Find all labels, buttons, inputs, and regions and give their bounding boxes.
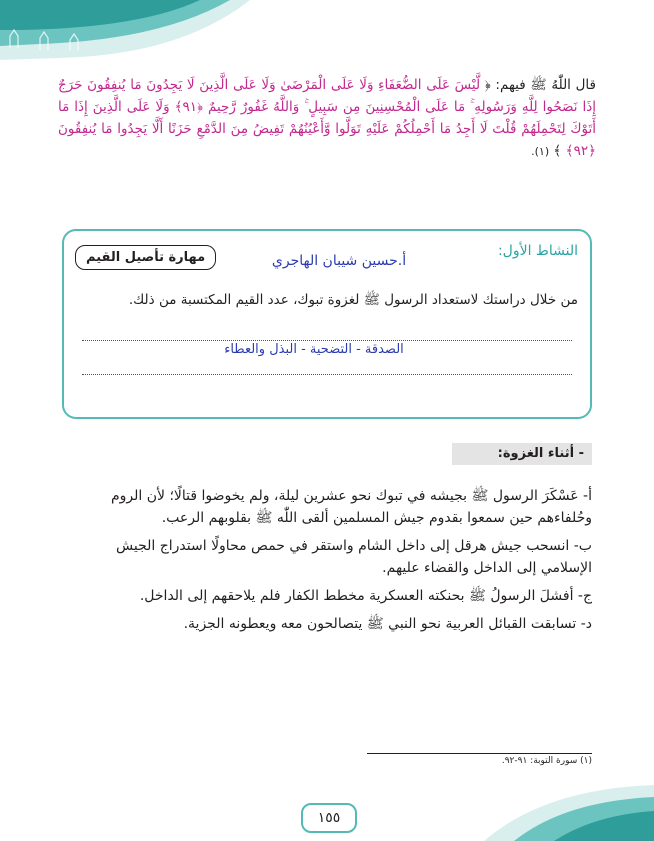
skill-badge: مهارة تأصيل القيم — [75, 245, 216, 270]
events-list — [62, 485, 592, 641]
footnote-reference: (١). — [531, 145, 550, 158]
quran-verse-block — [58, 74, 596, 163]
verse-closing: ﴾ — [553, 143, 562, 159]
activity-box — [62, 229, 592, 419]
activity-label: النشاط الأول: — [497, 243, 578, 259]
corner-decoration-bottom — [484, 781, 654, 841]
activity-answer: الصدقة - التضحية - البذل والعطاء — [224, 342, 404, 357]
activity-question: من خلال دراستك لاستعداد الرسول ﷺ لغزوة تبوك، عدد القيم المكتسبة من ذلك. — [128, 292, 578, 308]
teacher-name: أ.حسين شيبان الهاجري — [271, 253, 407, 269]
page-number: ١٥٥ — [301, 803, 357, 833]
list-item: ج- أفشلَ الرسولُ ﷺ بحنكته العسكرية مخطط الكفار فلم يلاحقهم إلى الداخل. — [139, 588, 592, 604]
list-item: ب- انسحب جيش هرقل إلى داخل الشام واستقر في حمص محاولًا استدراج الجيش الإسلامي إلى الداخل والقضاء عليهم. — [116, 538, 592, 576]
list-item: أ- عَسْكَرَ الرسول ﷺ بجيشه في تبوك نحو عشرين ليلة، ولم يخوضوا قتالًا؛ لأن الروم وحُلفاءهم حين سمعوا بقدوم جيش المسلمين ألقى اللّٰه ﷺ بقلوبهم الرعب. — [110, 488, 592, 526]
answer-line-1 — [82, 340, 572, 341]
answer-line-2 — [82, 374, 572, 375]
quran-text: لَّيْسَ عَلَى الضُّعَفَاءِ وَلَا عَلَى الْمَرْضَىٰ وَلَا عَلَى الَّذِينَ لَا يَجِدُونَ مَا يُنفِقُونَ حَرَجٌ إِذَا نَصَحُوا لِلَّهِ وَرَسُولِهِ ۚ مَا عَلَى الْمُحْسِنِينَ مِن سَبِيلٍ ۚ وَاللَّهُ غَفُورٌ رَّحِيمٌ ﴿٩١﴾ وَلَا عَلَى الَّذِينَ إِذَا مَا أَتَوْكَ لِتَحْمِلَهُمْ قُلْتَ لَا أَجِدُ مَا أَحْمِلُكُمْ عَلَيْهِ تَوَلَّوا وَّأَعْيُنُهُمْ تَفِيضُ مِنَ الدَّمْعِ حَزَنًا أَلَّا يَجِدُوا مَا يُنفِقُونَ ﴿٩٢﴾ — [58, 77, 596, 159]
section-heading: - أثناء الغزوة: — [452, 443, 592, 465]
list-item: د- تسابقت القبائل العربية نحو النبي ﷺ يتصالحون معه ويعطونه الجزية. — [183, 616, 592, 632]
verse-intro: قال اللّٰهُ ﷺ فيهم: ﴿ — [484, 77, 596, 93]
corner-decoration-top — [0, 0, 250, 62]
footnote-divider — [367, 753, 592, 754]
footnote: (١) سورة التوبة: ٩١-٩٢. — [501, 756, 592, 766]
